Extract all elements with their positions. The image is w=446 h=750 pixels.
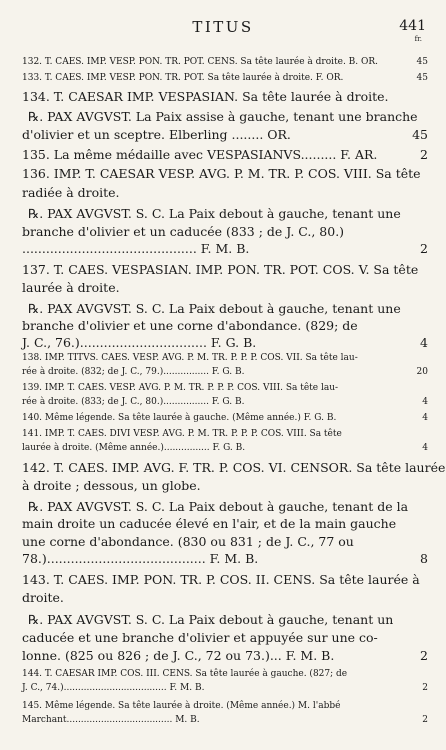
catalog-line: main droite un caducée élevé en l'air, et de la main gauche xyxy=(22,516,397,531)
page-number: 441 xyxy=(399,18,426,34)
catalog-line: ℞. PAX AVGVST. S. C. La Paix debout à gauche, tenant une xyxy=(28,206,401,221)
catalog-line: laurée à droite. xyxy=(22,280,120,295)
catalog-line: Marchant..................................... M. B. 2 xyxy=(22,715,428,725)
catalog-line: ℞. PAX AVGVST. S. C. La Paix debout à gauche, tenant de la xyxy=(28,499,409,514)
catalog-line: 137. T. CAES. VESPASIAN. IMP. PON. TR. POT. COS. V. Sa tête xyxy=(22,262,419,277)
catalog-line: lonne. (825 ou 826 ; de J. C., 72 ou 73.)... F. M. B. 2 xyxy=(22,648,428,663)
catalog-line: 139. IMP. T. CAES. VESP. AVG. P. M. TR. P. P. P. COS. VIII. Sa tête lau- xyxy=(22,383,339,393)
catalog-line: J. C., 76.)................................ F. G. B. 4 xyxy=(22,335,428,350)
catalog-line: ℞. PAX AVGVST. S. C. La Paix debout à gauche, tenant une xyxy=(28,301,401,316)
catalog-line: laurée à droite. (Même année.)................ F. G. B. 4 xyxy=(22,443,428,453)
catalog-line: 143. T. CAES. IMP. PON. TR. P. COS. II. CENS. Sa tête laurée à xyxy=(22,572,420,587)
catalog-line: ............................................ F. M. B. 2 xyxy=(22,241,428,256)
catalog-line: branche d'olivier et une corne d'abondance. (829; de xyxy=(22,318,358,333)
catalog-line: 78.)........................................ F. M. B. 8 xyxy=(22,551,428,566)
catalog-line: 135. La même médaille avec VESPASIANVS......... F. AR. 2 xyxy=(22,147,428,162)
catalog-line: à droite ; dessous, un globe. xyxy=(22,478,201,493)
price-unit-mark: fr. xyxy=(414,35,422,43)
catalog-line: une corne d'abondance. (830 ou 831 ; de J. C., 77 ou xyxy=(22,534,354,549)
catalog-line: J. C., 74.).................................... F. M. B. 2 xyxy=(22,683,428,693)
catalog-line: 140. Même légende. Sa tête laurée à gauche. (Même année.) F. G. B. 4 xyxy=(22,413,428,423)
catalog-line: 144. T. CAESAR IMP. COS. III. CENS. Sa tête laurée à gauche. (827; de xyxy=(22,669,348,679)
catalog-line: 141. IMP. T. CAES. DIVI VESP. AVG. P. M. TR. P. P. P. COS. VIII. Sa tête xyxy=(22,429,342,439)
catalog-line: 133. T. CAES. IMP. VESP. PON. TR. POT. Sa tête laurée à droite. F. OR. 45 xyxy=(22,73,428,83)
catalog-line: droite. xyxy=(22,590,64,605)
page-title: TITUS xyxy=(192,18,254,36)
catalog-line: caducée et une branche d'olivier et appuyée sur une co- xyxy=(22,630,378,645)
catalog-line: rée à droite. (833; de J. C., 80.)................ F. G. B. 4 xyxy=(22,397,428,407)
catalog-line: 138. IMP. TITVS. CAES. VESP. AVG. P. M. TR. P. P. P. COS. VII. Sa tête lau- xyxy=(22,353,358,363)
catalog-line: d'olivier et un sceptre. Elberling ........ OR. 45 xyxy=(22,127,428,142)
catalog-line: rée à droite. (832; de J. C., 79.)................ F. G. B. 20 xyxy=(22,367,428,377)
catalog-line: ℞. PAX AVGVST. La Paix assise à gauche, tenant une branche xyxy=(28,109,418,124)
catalog-line: 145. Même légende. Sa tête laurée à droite. (Même année.) M. l'abbé xyxy=(22,701,341,711)
catalog-line: branche d'olivier et un caducée (833 ; de J. C., 80.) xyxy=(22,224,345,239)
catalog-line: radiée à droite. xyxy=(22,185,120,200)
catalog-line: 132. T. CAES. IMP. VESP. PON. TR. POT. CENS. Sa tête laurée à droite. B. OR. 45 xyxy=(22,57,428,67)
catalog-line: 142. T. CAES. IMP. AVG. F. TR. P. COS. VI. CENSOR. Sa tête laurée xyxy=(22,460,446,475)
page-header xyxy=(0,18,446,43)
catalog-line: 136. IMP. T. CAESAR VESP. AVG. P. M. TR. P. COS. VIII. Sa tête xyxy=(22,166,421,181)
catalog-line: 134. T. CAESAR IMP. VESPASIAN. Sa tête laurée à droite. xyxy=(22,89,389,104)
catalog-line: ℞. PAX AVGVST. S. C. La Paix debout à gauche, tenant un xyxy=(28,612,394,627)
